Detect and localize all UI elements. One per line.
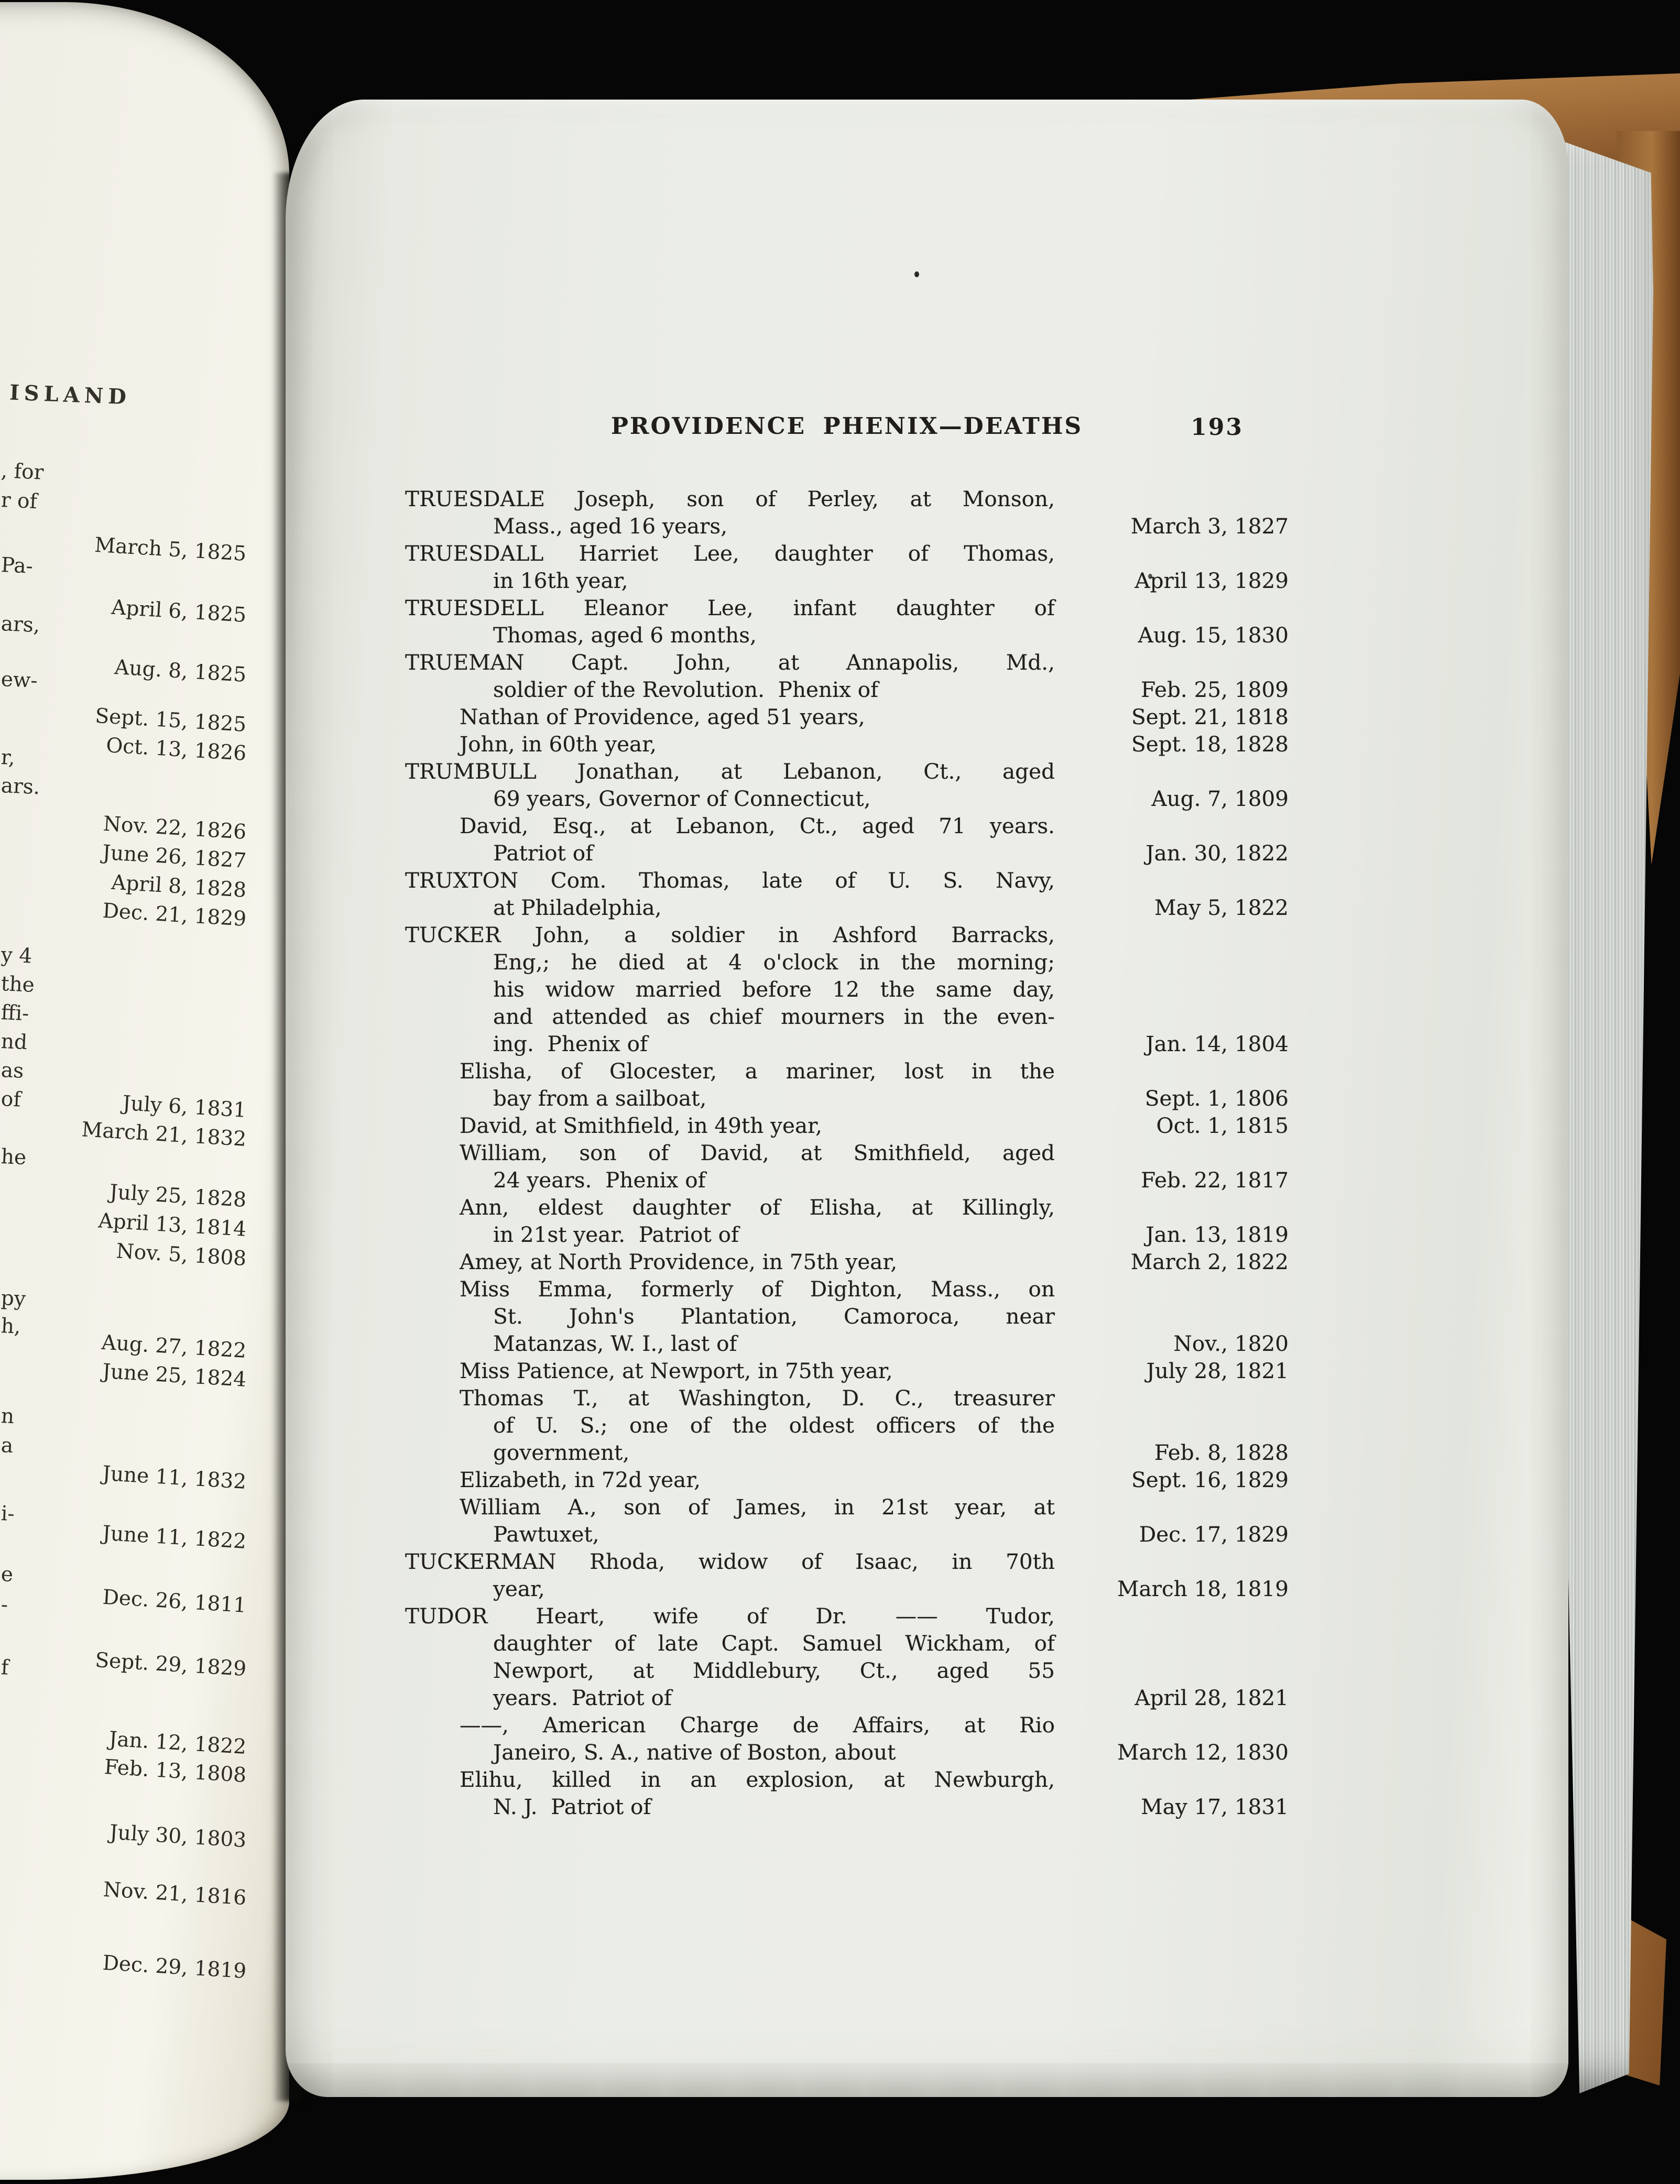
record-text-line: bay from a sailboat, (493, 1086, 707, 1111)
page-header-row (405, 413, 1289, 442)
left-page-text-fragment: - (0, 1593, 9, 1617)
record-text-line: Elihu, killed in an explosion, at Newburgh, (460, 1767, 1055, 1792)
death-record (405, 730, 1289, 758)
record-date: Sept. 1, 1806 (1144, 1086, 1289, 1111)
death-record (405, 540, 1289, 594)
left-page-date: Dec. 29, 1819 (102, 1951, 247, 1983)
record-text-line: year, (493, 1576, 545, 1601)
death-record (405, 1493, 1289, 1548)
record-date: Feb. 22, 1817 (1141, 1167, 1289, 1193)
record-text-line: 69 years, Governor of Connecticut, (493, 786, 871, 811)
record-text-line: TUCKERMAN Rhoda, widow of Isaac, in 70th (405, 1549, 1055, 1574)
record-date: Aug. 15, 1830 (1138, 623, 1289, 648)
record-date: May 17, 1831 (1141, 1794, 1289, 1819)
record-text-line: TUDOR Heart, wife of Dr. —— Tudor, (405, 1603, 1055, 1629)
record-text-line: and attended as chief mourners in the even- (493, 1004, 1055, 1029)
record-date: March 3, 1827 (1130, 514, 1289, 539)
record-text-line: TRUEMAN Capt. John, at Annapolis, Md., (405, 650, 1055, 675)
record-text-line: Mass., aged 16 years, (493, 514, 728, 539)
record-text-line: TRUESDALL Harriet Lee, daughter of Thomas, (405, 541, 1055, 566)
left-page-text-fragment: ew- (0, 668, 38, 693)
left-page-text-fragment: py (0, 1286, 26, 1312)
left-page-date: April 6, 1825 (111, 595, 247, 627)
left-page-text-fragment: f (0, 1656, 9, 1680)
record-text-line: daughter of late Capt. Samuel Wickham, of (493, 1631, 1055, 1656)
left-page-date: Jan. 12, 1822 (108, 1727, 247, 1759)
left-page-text-fragment: a (0, 1434, 14, 1458)
left-page-date: Nov. 5, 1808 (115, 1239, 247, 1271)
paper-speck (914, 271, 919, 277)
left-page-text-fragment: r of (0, 488, 38, 514)
left-page-date: June 25, 1824 (102, 1359, 247, 1392)
record-text-line: Amey, at North Providence, in 75th year, (460, 1249, 898, 1274)
death-record (405, 1248, 1289, 1275)
page-header: PROVIDENCE PHENIX—DEATHS (610, 413, 1083, 440)
record-date: March 2, 1822 (1130, 1249, 1289, 1274)
record-date: Aug. 7, 1809 (1151, 786, 1289, 811)
record-date: Jan. 30, 1822 (1146, 840, 1289, 866)
record-text-line: Eng,; he died at 4 o'clock in the morning; (493, 949, 1055, 975)
record-text-line: Pawtuxet, (493, 1522, 599, 1547)
death-records-list (405, 485, 1289, 1820)
record-text-line: Thomas T., at Washington, D. C., treasurer (460, 1385, 1055, 1411)
record-text-line: Miss Emma, formerly of Dighton, Mass., on (460, 1276, 1055, 1302)
record-text-line: ——, American Charge de Affairs, at Rio (460, 1712, 1055, 1738)
left-page-text-fragment: , for (0, 459, 45, 485)
left-page-text-fragment: ars. (0, 774, 41, 800)
death-record (405, 1275, 1289, 1357)
record-text-line: at Philadelphia, (493, 895, 662, 920)
record-date: April 28, 1821 (1134, 1685, 1289, 1710)
left-page-date: June 26, 1827 (102, 840, 247, 873)
record-text-line: John, in 60th year, (460, 731, 657, 757)
death-record (405, 758, 1289, 812)
left-page-text-fragment: y 4 (0, 943, 33, 968)
record-date: April 13, 1829 (1134, 568, 1289, 593)
death-record (405, 1766, 1289, 1820)
record-text-line: TUCKER John, a soldier in Ashford Barracks, (405, 922, 1055, 947)
left-page-date: Sept. 15, 1825 (94, 704, 247, 737)
left-page-date: June 11, 1832 (102, 1461, 247, 1494)
death-record (405, 921, 1289, 1057)
record-text-line: Elizabeth, in 72d year, (460, 1467, 701, 1492)
record-text-line: TRUESDELL Eleanor Lee, infant daughter of (405, 595, 1055, 620)
death-record (405, 1711, 1289, 1766)
record-text-line: Miss Patience, at Newport, in 75th year, (460, 1358, 893, 1383)
left-page-date: Aug. 8, 1825 (114, 656, 247, 687)
death-record (405, 812, 1289, 867)
death-record (405, 649, 1289, 703)
record-text-line: Newport, at Middlebury, Ct., aged 55 (493, 1658, 1055, 1683)
page-text-block (405, 413, 1289, 1820)
left-page-text-fragment: e (0, 1563, 14, 1587)
record-text-line: Janeiro, S. A., native of Boston, about (493, 1740, 896, 1765)
left-page-date: Nov. 22, 1826 (102, 812, 247, 844)
record-text-line: Nathan of Providence, aged 51 years, (460, 704, 865, 729)
death-record (405, 1112, 1289, 1139)
death-record (405, 1357, 1289, 1384)
left-page-date: Dec. 21, 1829 (102, 899, 247, 931)
right-page (286, 100, 1568, 2097)
left-page-text-fragment: Pa- (0, 553, 34, 578)
left-page-text-fragment: r, (0, 746, 16, 770)
record-text-line: his widow married before 12 the same day, (493, 977, 1055, 1002)
record-text-line: Ann, eldest daughter of Elisha, at Killingly, (460, 1195, 1055, 1220)
record-text-line: 24 years. Phenix of (493, 1167, 706, 1193)
left-page-text-fragment: the (0, 972, 35, 997)
record-date: Jan. 14, 1804 (1146, 1031, 1289, 1056)
record-date: March 12, 1830 (1117, 1740, 1289, 1765)
left-page (0, 2, 289, 2180)
death-record (405, 594, 1289, 649)
left-page-text-fragment: as (0, 1058, 25, 1083)
record-date: Sept. 16, 1829 (1131, 1467, 1289, 1492)
death-record (405, 1384, 1289, 1466)
left-page-date: March 21, 1832 (81, 1118, 247, 1151)
death-record (405, 1194, 1289, 1248)
page-number: 193 (1191, 414, 1243, 441)
left-page-running-header: ISLAND (9, 380, 132, 410)
left-page-text-fragment: of (0, 1087, 21, 1112)
record-text-line: ing. Phenix of (493, 1031, 648, 1056)
death-record (405, 1548, 1289, 1602)
left-page-date: Dec. 26, 1811 (102, 1585, 247, 1618)
record-date: Sept. 21, 1818 (1131, 704, 1289, 729)
left-page-text-fragment: ars, (0, 612, 41, 638)
death-record (405, 1139, 1289, 1194)
record-text-line: government, (493, 1440, 630, 1465)
record-date: Oct. 1, 1815 (1156, 1113, 1289, 1138)
death-record (405, 1466, 1289, 1493)
record-text-line: David, Esq., at Lebanon, Ct., aged 71 years. (460, 813, 1055, 838)
record-text-line: St. John's Plantation, Camoroca, near (493, 1304, 1055, 1329)
left-page-date: March 5, 1825 (94, 533, 247, 566)
record-text-line: of U. S.; one of the oldest officers of the (493, 1413, 1055, 1438)
left-page-date: July 6, 1831 (122, 1091, 247, 1122)
record-date: Feb. 8, 1828 (1154, 1440, 1289, 1465)
left-page-text-fragment: n (0, 1404, 15, 1429)
left-page-date: April 13, 1814 (97, 1209, 247, 1241)
record-date: March 18, 1819 (1117, 1576, 1289, 1601)
left-page-text-fragment: he (0, 1145, 27, 1170)
record-text-line: William, son of David, at Smithfield, aged (460, 1140, 1055, 1165)
death-record (405, 1057, 1289, 1112)
record-text-line: Matanzas, W. I., last of (493, 1331, 737, 1356)
left-page-date: Aug. 27, 1822 (101, 1330, 247, 1363)
record-date: Sept. 18, 1828 (1131, 731, 1289, 757)
left-page-date: July 30, 1803 (108, 1820, 247, 1852)
record-date: Jan. 13, 1819 (1146, 1222, 1289, 1247)
left-page-text-fragment: ffi- (0, 1001, 30, 1026)
left-page-text-fragment: i- (0, 1502, 15, 1526)
left-page-date: Sept. 29, 1829 (94, 1648, 247, 1681)
record-text-line: years. Patriot of (493, 1685, 672, 1710)
record-date: Nov., 1820 (1173, 1331, 1289, 1356)
left-page-date: Nov. 21, 1816 (102, 1877, 247, 1910)
record-text-line: Elisha, of Glocester, a mariner, lost in the (460, 1058, 1055, 1084)
record-date: Feb. 25, 1809 (1141, 677, 1289, 702)
record-date: Dec. 17, 1829 (1139, 1522, 1289, 1547)
record-text-line: N. J. Patriot of (493, 1794, 651, 1819)
death-record (405, 703, 1289, 730)
record-text-line: TRUESDALE Joseph, son of Perley, at Monson, (405, 486, 1055, 511)
record-text-line: David, at Smithfield, in 49th year, (460, 1113, 822, 1138)
left-page-date: Feb. 13, 1808 (103, 1755, 247, 1787)
left-page-text-fragment: nd (0, 1030, 28, 1055)
record-text-line: TRUMBULL Jonathan, at Lebanon, Ct., aged (405, 759, 1055, 784)
record-text-line: in 16th year, (493, 568, 628, 593)
left-page-date: April 8, 1828 (111, 870, 247, 902)
left-page-date: July 25, 1828 (108, 1180, 247, 1212)
death-record (405, 867, 1289, 921)
left-page-date: Oct. 13, 1826 (105, 734, 247, 766)
record-text-line: Thomas, aged 6 months, (493, 623, 757, 648)
record-text-line: Patriot of (493, 840, 594, 866)
record-text-line: William A., son of James, in 21st year, at (460, 1494, 1055, 1520)
record-date: May 5, 1822 (1154, 895, 1289, 920)
death-record (405, 485, 1289, 540)
record-text-line: in 21st year. Patriot of (493, 1222, 739, 1247)
death-record (405, 1602, 1289, 1711)
record-text-line: soldier of the Revolution. Phenix of (493, 677, 879, 702)
record-date: July 28, 1821 (1146, 1358, 1289, 1383)
left-page-text-fragment: h, (0, 1314, 21, 1339)
left-page-date: June 11, 1822 (102, 1521, 247, 1554)
record-text-line: TRUXTON Com. Thomas, late of U. S. Navy, (405, 868, 1055, 893)
